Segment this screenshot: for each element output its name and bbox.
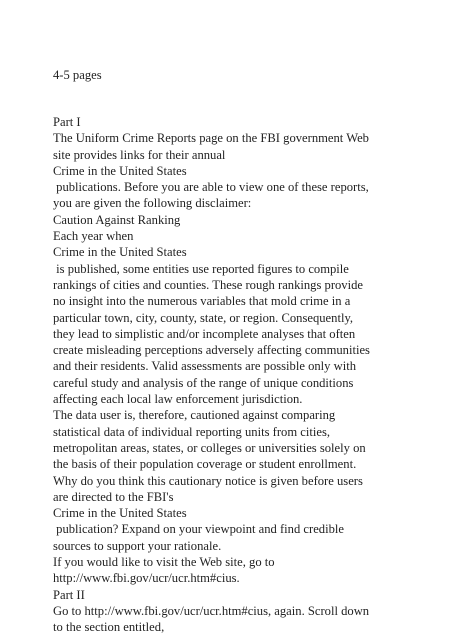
document-body [53, 114, 445, 636]
text-line: to the section entitled, [53, 620, 165, 635]
text-line: Go to http://www.fbi.gov/ucr/ucr.htm#cius, again. Scroll down [53, 603, 370, 618]
text-line: publication? Expand on your viewpoint and find credible [53, 522, 344, 537]
text-line: Why do you think this cautionary notice is given before users [53, 473, 363, 488]
text-line: statistical data of individual reporting units from cities, [53, 424, 331, 439]
text-line: metropolitan areas, states, or colleges or universities solely on [53, 440, 366, 455]
text-line: sources to support your rationale. [53, 538, 222, 553]
text-line: The Uniform Crime Reports page on the FBI government Web [53, 131, 369, 146]
text-line: The data user is, therefore, cautioned against comparing [53, 408, 336, 423]
text-line: Part II [53, 587, 85, 602]
text-line: they lead to simplistic and/or incomplete analyses that often [53, 326, 356, 341]
text-line: If you would like to visit the Web site, go to [53, 555, 275, 570]
text-line: Caution Against Ranking [53, 212, 181, 227]
text-line: you are given the following disclaimer: [53, 196, 252, 211]
text-line: affecting each local law enforcement jurisdiction. [53, 392, 303, 407]
text-line: careful study and analysis of the range of unique conditions [53, 375, 354, 390]
page-count-label: 4-5 pages [53, 68, 102, 82]
url-text-line: http://www.fbi.gov/ucr/ucr.htm#cius. [53, 571, 240, 586]
text-line: Crime in the United States [53, 506, 187, 521]
text-line: no insight into the numerous variables that mold crime in a [53, 294, 351, 309]
text-line: site provides links for their annual [53, 147, 226, 162]
text-line: and their residents. Valid assessments are possible only with [53, 359, 357, 374]
text-line: the basis of their population coverage or student enrollment. [53, 457, 357, 472]
text-line: particular town, city, county, state, or region. Consequently, [53, 310, 354, 325]
text-line: Each year when [53, 229, 134, 244]
text-line: rankings of cities and counties. These rough rankings provide [53, 277, 363, 292]
text-line: Part I [53, 115, 81, 129]
text-line: are directed to the FBI's [53, 489, 174, 504]
text-line: is published, some entities use reported figures to compile [53, 261, 349, 276]
text-line: publications. Before you are able to view one of these reports, [53, 180, 369, 195]
text-line: create misleading perceptions adversely affecting communities [53, 343, 370, 358]
text-line: Crime in the United States [53, 163, 187, 178]
text-line: Crime in the United States [53, 245, 187, 260]
